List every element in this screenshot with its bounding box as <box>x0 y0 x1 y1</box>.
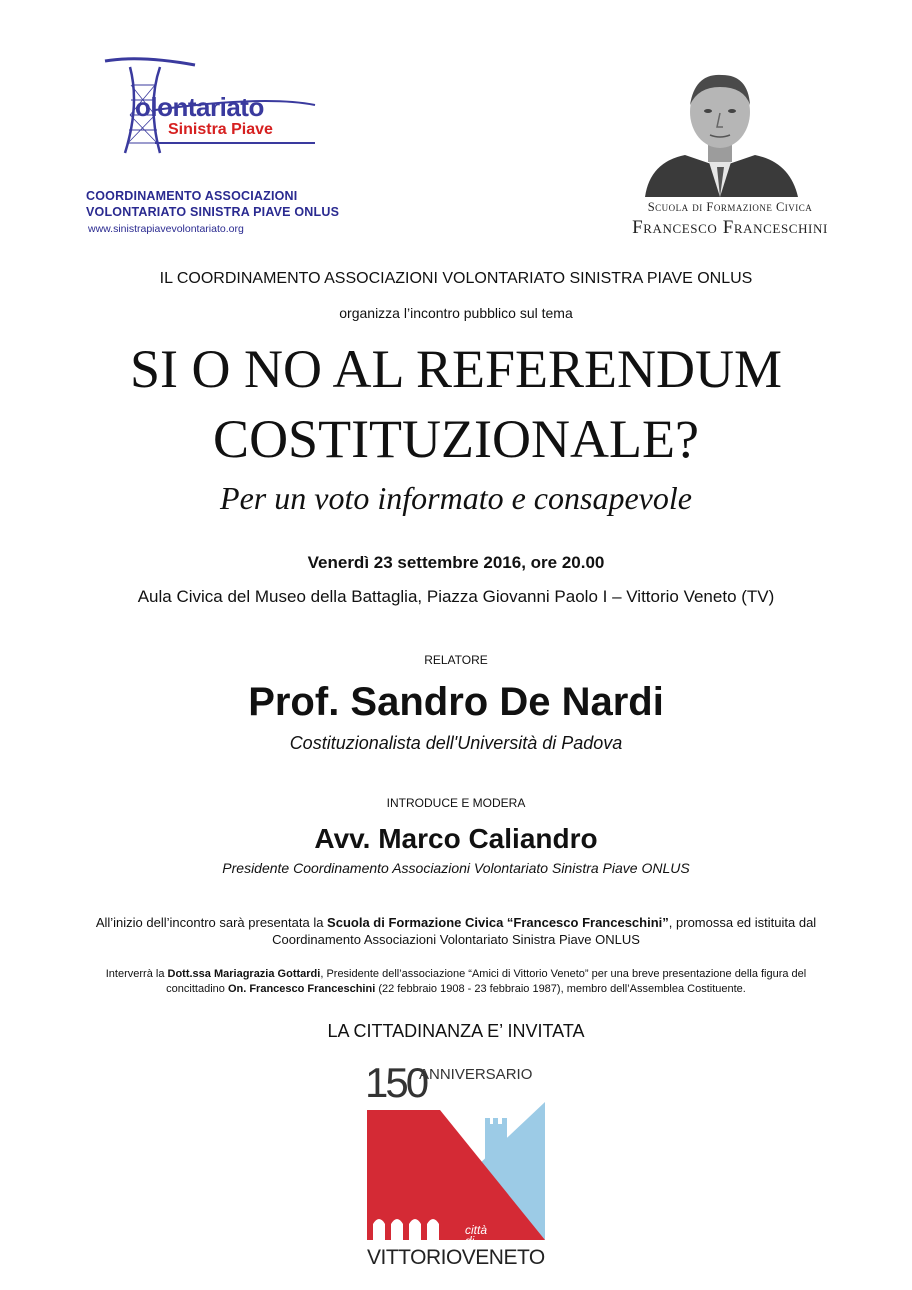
para2-guest-name: Dott.ssa Mariagrazia Gottardi <box>167 968 321 980</box>
main-title-line1: SI O NO AL REFERENDUM <box>129 339 783 399</box>
school-announcement <box>0 914 912 948</box>
para2-honoree-name: On. Francesco Franceschini <box>227 983 376 995</box>
anniversary-number: 150 <box>365 1059 427 1106</box>
event-venue: Aula Civica del Museo della Battaglia, Piazza Giovanni Paolo I – Vittorio Veneto (TV) <box>137 587 775 606</box>
invitation-line: LA CITTADINANZA E’ INVITATA <box>327 1021 585 1041</box>
speaker-role: Costituzionalista dell'Università di Padova <box>289 733 623 753</box>
para2-text-e: (22 febbraio 1908 - 23 febbraio 1987), membro dell’Assemblea Costituente. <box>375 983 746 995</box>
moderator-name: Avv. Marco Caliandro <box>314 823 598 854</box>
para1-text-c: , promossa ed istituita dal Coordinamento Associazioni Volontariato Sinistra Piave ONLUS <box>272 915 817 947</box>
citta-line2: di <box>465 1234 475 1248</box>
para2-text-a: Interverrà la <box>105 968 168 980</box>
guest-announcement <box>0 967 912 997</box>
volontariato-logo <box>85 55 385 155</box>
speaker-label: RELATORE <box>424 653 488 667</box>
org-name-line2: VOLONTARIATO SINISTRA PIAVE ONLUS <box>86 205 340 219</box>
para1-text-a: All’inizio dell’incontro sarà presentata la <box>95 915 328 930</box>
anniversary-logo <box>365 1059 550 1277</box>
org-website: www.sinistrapiavevolontariato.org <box>88 223 244 235</box>
city-name: VITTORIOVENETO <box>367 1246 545 1269</box>
organizes-line: organizza l’incontro pubblico sul tema <box>339 305 573 321</box>
event-date: Venerdì 23 settembre 2016, ore 20.00 <box>307 553 605 572</box>
moderator-label: INTRODUCE E MODERA <box>386 796 526 810</box>
school-name-line2: Francesco Franceschini <box>632 217 828 238</box>
org-name-line1: COORDINAMENTO ASSOCIAZIONI <box>86 189 298 203</box>
anniversary-word: ANNIVERSARIO <box>419 1066 533 1083</box>
para2-text-c: , Presidente dell’associazione “Amici di Vittorio Veneto” per una breve presentazione della figura del concittadino <box>166 968 807 995</box>
moderator-role: Presidente Coordinamento Associazioni Volontariato Sinistra Piave ONLUS <box>222 860 690 876</box>
para1-school-name: Scuola di Formazione Civica “Francesco Franceschini” <box>327 915 669 930</box>
organizer-line: IL COORDINAMENTO ASSOCIAZIONI VOLONTARIATO SINISTRA PIAVE ONLUS <box>159 270 753 287</box>
citta-di <box>465 1225 487 1247</box>
main-title-line2: COSTITUZIONALE? <box>213 409 699 469</box>
portrait-image <box>640 67 800 197</box>
subtitle: Per un voto informato e consapevole <box>220 480 692 516</box>
logo-word: olontariato <box>135 92 264 122</box>
school-name-line1: Scuola di Formazione Civica <box>647 200 813 214</box>
logo-subtitle: Sinistra Piave <box>168 121 273 138</box>
citta-line1: città <box>465 1223 488 1237</box>
speaker-name: Prof. Sandro De Nardi <box>248 680 664 724</box>
